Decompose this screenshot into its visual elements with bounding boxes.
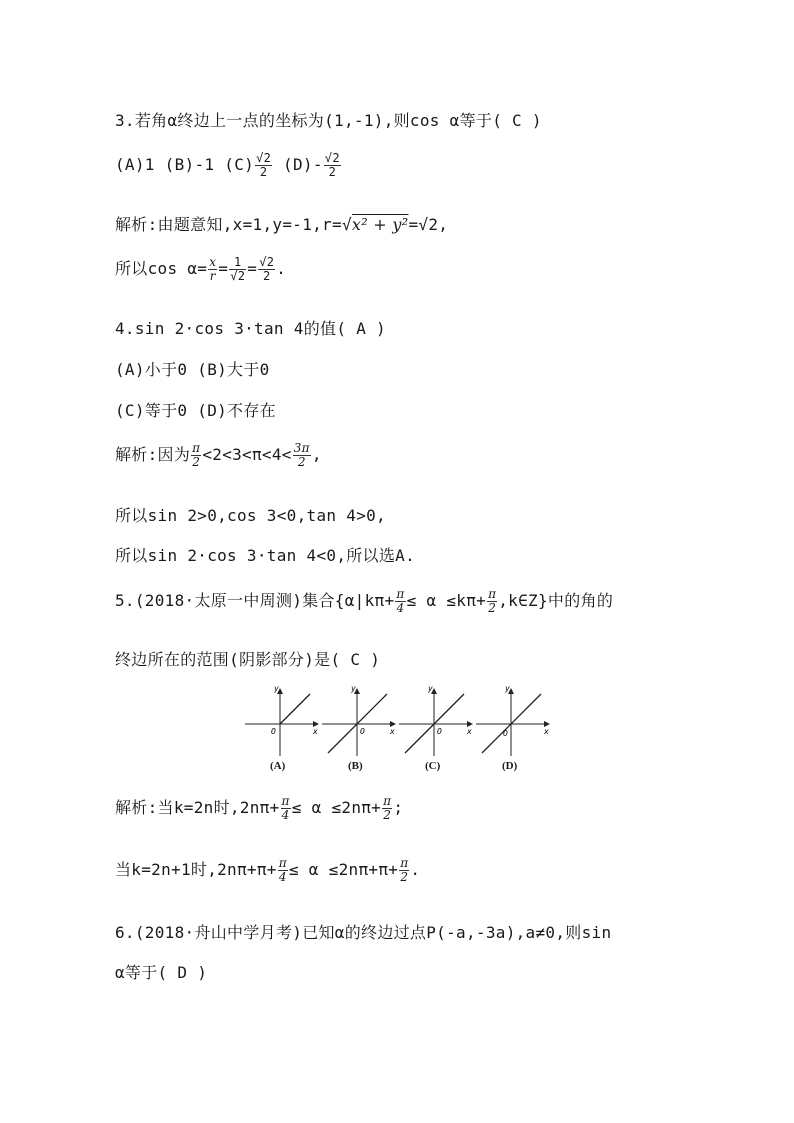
graph-label-d: (D) (502, 760, 518, 772)
q4-solution-3: 所以sin 2·cos 3·tan 4<0,所以选A. (115, 546, 416, 565)
svg-text:x: x (313, 727, 318, 736)
graph-label-c: (C) (425, 760, 441, 772)
q4-options-ab: (A)小于0 (B)大于0 (115, 360, 270, 379)
q3-options: (A)1 (B)-1 (C) $\frac{√2}{2}$ (D)- $\frac{√2}{2}$ (115, 151, 340, 179)
graph-c (399, 686, 472, 756)
graph-d (476, 686, 549, 756)
svg-text:O: O (271, 727, 276, 736)
q5-option-graphs (240, 686, 560, 776)
svg-text:x: x (544, 727, 549, 736)
q5-solution-1: 解析:当k=2n时,2nπ+ $\frac{\pi}{4}$ ≤ α ≤2nπ+ $\frac{\pi}{2}$ ; (115, 794, 404, 822)
q5-stem-line1: 5.(2018·太原一中周测)集合{α|kπ+ $\frac{\pi}{4}$ ≤ α ≤kπ+ $\frac{\pi}{2}$ ,k∈Z}中的角的 (115, 587, 614, 615)
q3-opt-d-fraction: $\frac{√2}{2}$ (324, 151, 340, 179)
q4-options-cd: (C)等于0 (D)不存在 (115, 401, 276, 420)
q4-solution-2: 所以sin 2>0,cos 3<0,tan 4>0, (115, 506, 386, 525)
svg-text:O: O (360, 727, 365, 736)
graph-b (322, 686, 395, 756)
graph-label-b: (B) (348, 760, 363, 772)
graph-label-a: (A) (270, 760, 286, 772)
q3-solution-2: 所以cos α= $\frac{x}{r}$ = $\frac{1}{√2}$ = $\frac{√2}{2}$ . (115, 255, 287, 283)
svg-text:O: O (503, 729, 508, 738)
svg-text:y: y (505, 686, 510, 693)
q3-solution-1: 解析:由题意知,x=1,y=-1,r=√x² + y²=√2, (115, 215, 449, 234)
svg-text:x: x (390, 727, 395, 736)
q6-stem-line1: 6.(2018·舟山中学月考)已知α的终边过点P(-a,-3a),a≠0,则sin (115, 923, 612, 942)
q6-stem-line2: α等于( D ) (115, 963, 208, 982)
svg-text:y: y (351, 686, 356, 693)
q4-solution-1: 解析:因为 $\frac{\pi}{2}$ <2<3<π<4< $\frac{3\pi}{2}$ , (115, 441, 322, 469)
q4-stem: 4.sin 2·cos 3·tan 4的值( A ) (115, 319, 386, 338)
svg-text:y: y (428, 686, 433, 693)
graph-a (245, 686, 318, 756)
q5-solution-2: 当k=2n+1时,2nπ+π+ $\frac{\pi}{4}$ ≤ α ≤2nπ+π+ $\frac{\pi}{2}$ . (115, 856, 421, 884)
q5-stem-line2: 终边所在的范围(阴影部分)是( C ) (115, 650, 381, 669)
svg-text:O: O (437, 727, 442, 736)
q3-opt-c-fraction: $\frac{√2}{2}$ (256, 151, 272, 179)
svg-text:y: y (274, 686, 279, 693)
svg-text:x: x (467, 727, 472, 736)
q3-stem: 3.若角α终边上一点的坐标为(1,-1),则cos α等于( C ) (115, 111, 542, 130)
